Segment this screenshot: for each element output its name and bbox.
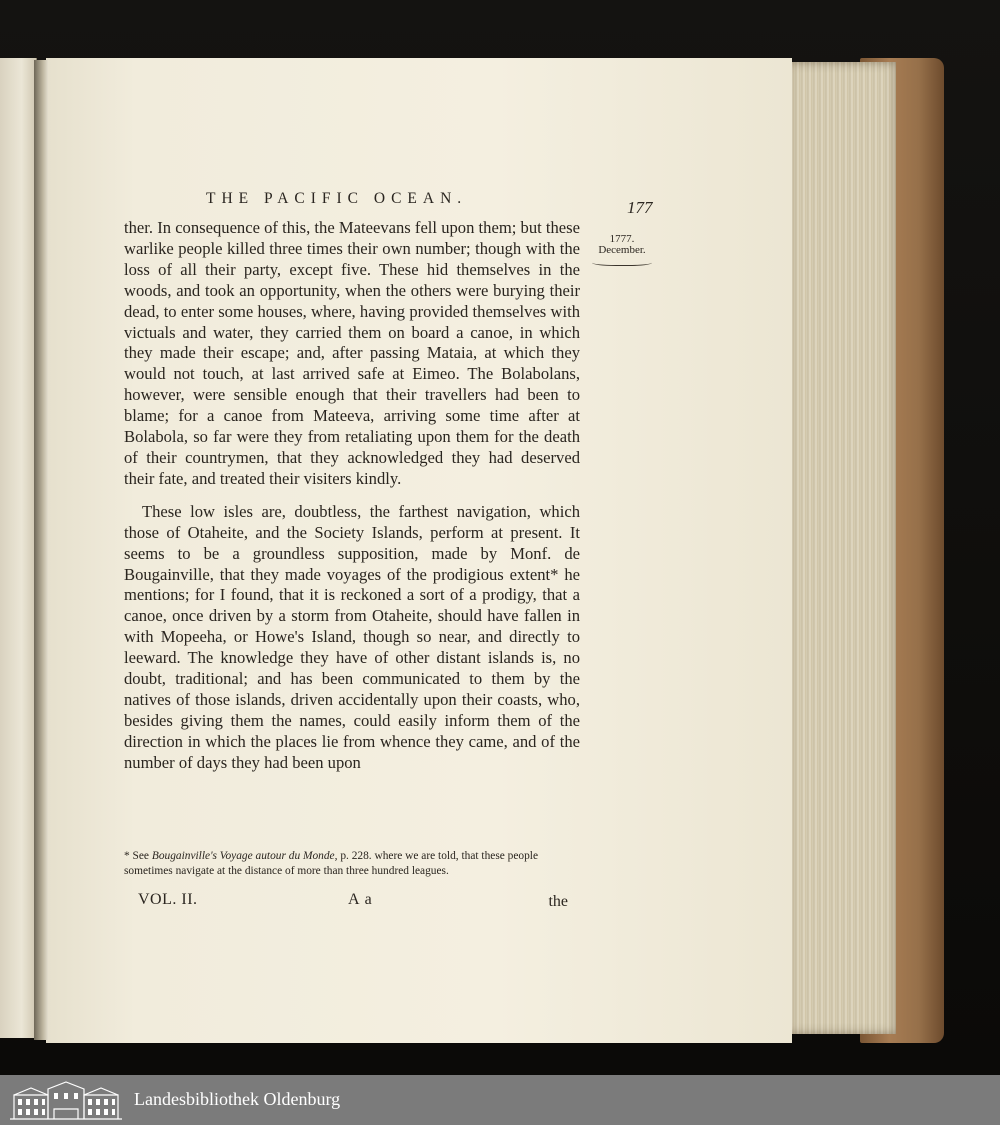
paragraph-2: These low isles are, doubtless, the farthest navigation, which those of Otaheite, and the Society Islands, perform at present. It seems to be a groundless supposition, made by Monf. de Bougainville, that they made voyages of the prodigious extent* he mentions; for I found, that it is reckoned a sort of a prodigy, that a canoe, once driven by a storm from Otaheite, should have fallen in with Mopeeha, or Howe's Island, though so near, and directly to leeward. The knowledge they have of other distant islands is, no doubt, traditional; and has been communicated to them by the natives of those islands, driven accidentally upon their coasts, who, besides giving them the names, could easily inform them of the direction in which the places lie from whence they came, and of the number of days they had been upon — [124, 501, 580, 772]
library-name: Landesbibliothek Oldenburg — [134, 1089, 341, 1109]
footnote — [124, 849, 566, 879]
footnote-lead: * See — [124, 850, 149, 862]
paragraph-1: ther. In consequence of this, the Mateevans fell upon them; but these warlike people killed three times their own number; though with the loss of all their party, except five. These hid themselves in the woods, and took an opportunity, when the others were burying their dead, to enter some houses, where, having provided themselves with victuals and water, they carried them on board a canoe, in which they made their escape; and, after passing Mataia, at which they would not touch, at last arrived safe at Eimeo. The Bolabolans, however, were sensible enough that their travellers had been to blame; for a canoe from Mateeva, arriving some time after at Bolabola, so far were they from retaliating upon them for the death of their countrymen, that they acknowledged they had deserved their fate, and treated their visiters kindly. — [124, 218, 580, 488]
body-text — [124, 218, 580, 774]
margin-note — [588, 234, 656, 266]
catchword: the — [548, 893, 568, 910]
left-page-edge — [0, 58, 37, 1038]
footer-bar — [0, 1075, 1000, 1125]
footnote-text: p. 228. where we are told, that these people sometimes navigate at the distance of more than three hundred leagues. — [124, 850, 539, 877]
page-number: 177 — [627, 198, 653, 217]
library-building-icon — [8, 1079, 124, 1121]
page-edges — [788, 62, 896, 1034]
margin-note-year: 1777. — [609, 233, 635, 245]
footnote-title: Bougainville's Voyage autour du Monde, — [151, 850, 338, 862]
signature-mark: A a — [348, 891, 373, 908]
brace-mark — [592, 258, 652, 266]
book-page — [46, 58, 792, 1043]
margin-note-month: December. — [598, 244, 646, 256]
gutter-shadow — [34, 60, 48, 1040]
volume-label: VOL. II. — [138, 891, 198, 908]
signature-line — [138, 891, 568, 913]
running-head: THE PACIFIC OCEAN. — [206, 190, 468, 207]
